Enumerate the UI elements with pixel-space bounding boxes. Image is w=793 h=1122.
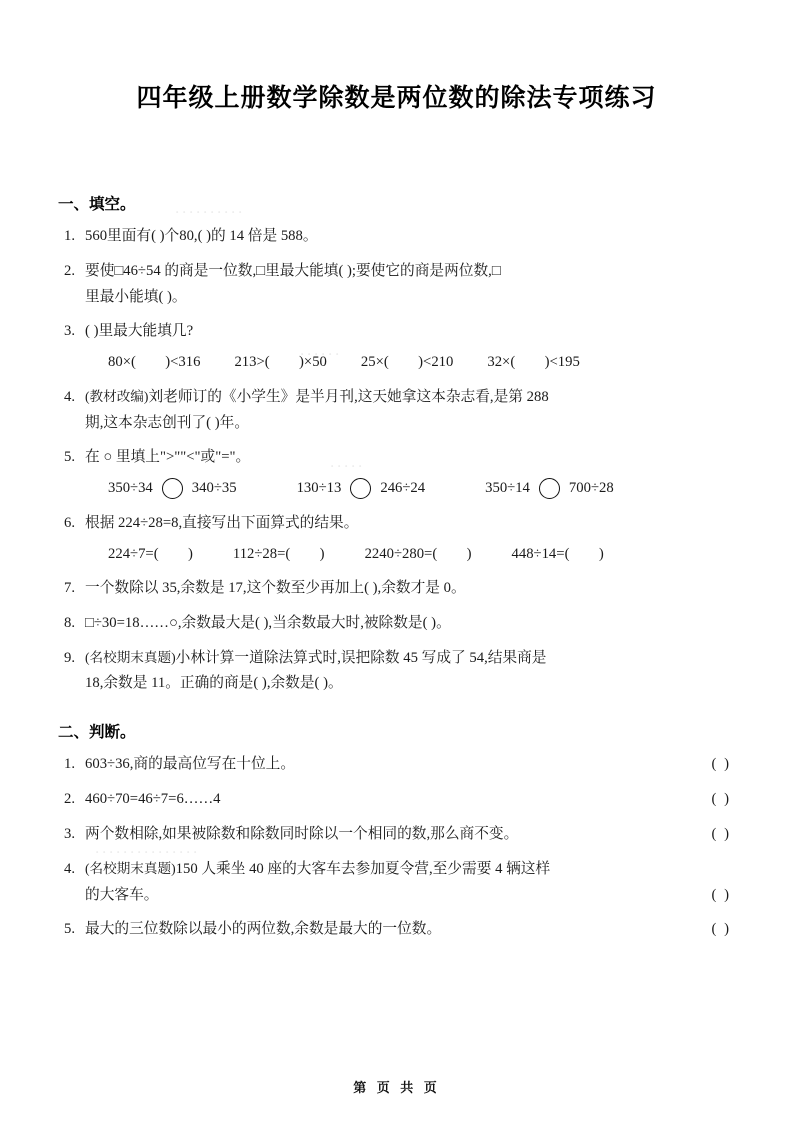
- question-1-9: [58, 647, 735, 671]
- question-1-3: [58, 320, 735, 344]
- question-1-8: [58, 612, 735, 636]
- question-text: 460÷70=46÷7=6……4: [85, 791, 221, 808]
- question-1-2: [58, 260, 735, 284]
- question-tag: (名校期末真题): [85, 860, 176, 876]
- question-1-5-comparisons: [58, 477, 735, 501]
- question-text: 一个数除以 35,余数是 17,这个数至少再加上( ),余数才是 0。: [85, 580, 466, 597]
- question-number: 9.: [64, 649, 76, 666]
- question-text: 150 人乘坐 40 座的大客车去参加夏令营,至少需要 4 辆这样: [175, 860, 551, 877]
- question-1-2-cont: [58, 286, 735, 310]
- compare-1-left: 350÷34: [108, 480, 153, 497]
- judge-question-4-cont: [58, 884, 735, 908]
- question-number: 4.: [64, 860, 76, 877]
- question-number: 1.: [64, 228, 76, 244]
- page-footer: 第 页 共 页: [353, 1081, 440, 1096]
- section-heading-fill-in-blank: 一、填空。: [58, 195, 136, 213]
- expression-1: 224÷7=( ): [108, 545, 193, 562]
- question-1-4-cont: [58, 412, 735, 436]
- compare-2-right: 246÷24: [380, 480, 426, 497]
- question-text: 根据 224÷28=8,直接写出下面算式的结果。: [85, 514, 359, 531]
- answer-blank[interactable]: ( ): [711, 921, 731, 938]
- background-artifact: ．．．．．．: [300, 344, 349, 359]
- question-number: 3.: [64, 323, 76, 340]
- answer-blank[interactable]: ( ): [711, 791, 731, 808]
- judge-question-2: [58, 788, 735, 812]
- question-number: 5.: [64, 921, 76, 938]
- question-text: 最大的三位数除以最小的两位数,余数是最大的一位数。: [85, 921, 442, 938]
- compare-1-right: 340÷35: [191, 480, 237, 497]
- expression-3: 2240÷280=( ): [364, 545, 472, 562]
- question-text: 期,这本杂志创刊了( )年。: [85, 414, 250, 431]
- question-number: 5.: [64, 449, 76, 466]
- question-1-7: [58, 577, 735, 601]
- question-tag: (教材改编): [85, 388, 149, 404]
- question-1-4: [58, 386, 735, 410]
- background-artifact: ．．．．．．．．．．．．．．．: [95, 842, 207, 857]
- answer-blank[interactable]: ( ): [711, 886, 731, 903]
- question-number: 1.: [64, 756, 76, 773]
- answer-blank[interactable]: ( ): [711, 825, 731, 842]
- expression-3: 25×( )<210: [360, 354, 454, 371]
- expression-2: 112÷28=( ): [232, 545, 325, 562]
- question-1-5: [58, 446, 735, 470]
- circle-blank-icon: [162, 478, 183, 499]
- question-number: 4.: [64, 388, 76, 405]
- question-text: 在 ○ 里填上">""<"或"="。: [85, 449, 251, 466]
- question-text: 两个数相除,如果被除数和除数同时除以一个相同的数,那么商不变。: [85, 825, 519, 842]
- question-text: ( )里最大能填几?: [85, 323, 194, 340]
- background-artifact: ．．．．．．．．．．: [175, 202, 252, 217]
- compare-3-right: 700÷28: [568, 480, 614, 497]
- question-number: 7.: [64, 580, 76, 597]
- background-artifact: ．．．．．: [330, 456, 372, 471]
- question-number: 6.: [64, 514, 76, 531]
- question-tag: (名校期末真题): [85, 649, 176, 665]
- question-1-6-expressions: [58, 543, 735, 567]
- question-text: 560里面有( )个80,( )的 14 倍是 588。: [85, 228, 318, 244]
- question-text: 小林计算一道除法算式时,误把除数 45 写成了 54,结果商是: [175, 649, 547, 666]
- question-number: 2.: [64, 791, 76, 808]
- question-number: 8.: [64, 614, 76, 631]
- judge-question-1: [58, 753, 735, 777]
- question-1-6: [58, 512, 735, 536]
- judge-question-5: [58, 918, 735, 942]
- page-title: 四年级上册数学除数是两位数的除法专项练习: [136, 83, 657, 112]
- expression-4: 448÷14=( ): [511, 545, 604, 562]
- question-text: 603÷36,商的最高位写在十位上。: [85, 756, 296, 773]
- question-number: 2.: [64, 262, 76, 279]
- circle-blank-icon: [539, 478, 560, 499]
- expression-4: 32×( )<195: [487, 354, 580, 371]
- circle-blank-icon: [350, 478, 371, 499]
- answer-blank[interactable]: ( ): [711, 756, 731, 773]
- question-1-1: [58, 225, 735, 249]
- question-1-3-expressions: [58, 351, 735, 375]
- question-text: 里最小能填( )。: [85, 288, 187, 305]
- compare-2-left: 130÷13: [296, 480, 342, 497]
- expression-2: 213>( )×50: [234, 354, 327, 371]
- question-number: 3.: [64, 825, 76, 842]
- question-text: 刘老师订的《小学生》是半月刊,这天她拿这本杂志看,是第 288: [148, 388, 549, 405]
- question-text: 的大客车。: [85, 886, 159, 903]
- question-text: 18,余数是 11。正确的商是( ),余数是( )。: [85, 675, 343, 692]
- judge-question-4: [58, 858, 735, 882]
- question-1-9-cont: [58, 672, 735, 696]
- question-text: 要使□46÷54 的商是一位数,□里最大能填( );要使它的商是两位数,□: [85, 262, 501, 279]
- expression-1: 80×( )<316: [108, 354, 201, 371]
- judge-question-3: [58, 823, 735, 847]
- section-heading-true-false: 二、判断。: [58, 723, 136, 742]
- compare-3-left: 350÷14: [485, 480, 530, 497]
- question-text: □÷30=18……○,余数最大是( ),当余数最大时,被除数是( )。: [85, 614, 451, 631]
